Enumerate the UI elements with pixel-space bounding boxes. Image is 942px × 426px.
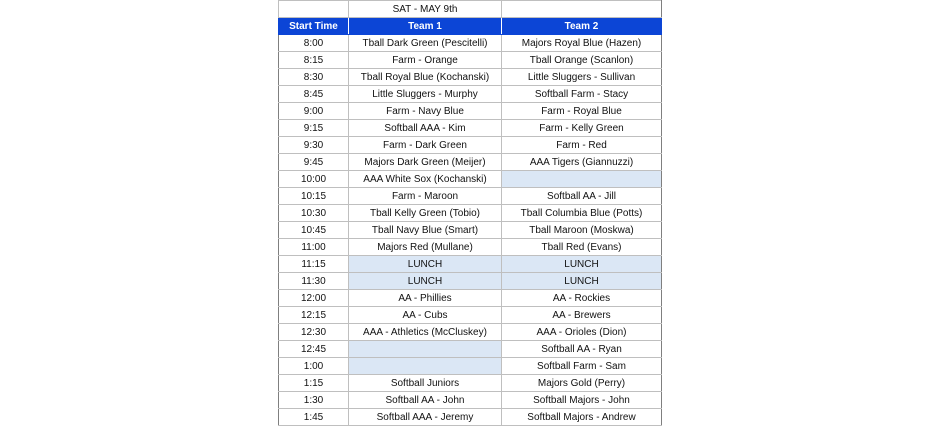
team-2-cell: Majors Royal Blue (Hazen) bbox=[502, 35, 662, 52]
schedule-row bbox=[279, 205, 662, 222]
start-time-cell: 9:45 bbox=[279, 154, 349, 171]
team-2-cell: Softball Majors - John bbox=[502, 392, 662, 409]
team-1-cell: Tball Dark Green (Pescitelli) bbox=[349, 35, 502, 52]
schedule-row bbox=[279, 239, 662, 256]
team-2-cell: AAA - Orioles (Dion) bbox=[502, 324, 662, 341]
team-2-cell bbox=[502, 171, 662, 188]
schedule-row bbox=[279, 188, 662, 205]
schedule-row bbox=[279, 171, 662, 188]
team-2-cell: Majors Gold (Perry) bbox=[502, 375, 662, 392]
date-row-empty-cell bbox=[279, 1, 349, 18]
schedule-row bbox=[279, 69, 662, 86]
schedule-row bbox=[279, 256, 662, 273]
team-1-cell: Little Sluggers - Murphy bbox=[349, 86, 502, 103]
team-1-cell: Tball Royal Blue (Kochanski) bbox=[349, 69, 502, 86]
team-2-cell: LUNCH bbox=[502, 273, 662, 290]
schedule-row bbox=[279, 307, 662, 324]
start-time-cell: 12:30 bbox=[279, 324, 349, 341]
start-time-cell: 12:45 bbox=[279, 341, 349, 358]
team-2-cell: AA - Rockies bbox=[502, 290, 662, 307]
start-time-cell: 8:15 bbox=[279, 52, 349, 69]
start-time-cell: 1:45 bbox=[279, 409, 349, 426]
schedule-row bbox=[279, 222, 662, 239]
schedule-row bbox=[279, 358, 662, 375]
date-row bbox=[279, 1, 662, 18]
start-time-cell: 10:00 bbox=[279, 171, 349, 188]
schedule-row bbox=[279, 273, 662, 290]
start-time-cell: 12:15 bbox=[279, 307, 349, 324]
team-2-cell: AAA Tigers (Giannuzzi) bbox=[502, 154, 662, 171]
date-row-empty-cell-right bbox=[502, 1, 662, 18]
team-1-cell: Softball AAA - Jeremy bbox=[349, 409, 502, 426]
team-2-cell: Little Sluggers - Sullivan bbox=[502, 69, 662, 86]
start-time-cell: 12:00 bbox=[279, 290, 349, 307]
schedule-row bbox=[279, 154, 662, 171]
team-2-cell: Softball Farm - Stacy bbox=[502, 86, 662, 103]
team-1-cell: Farm - Orange bbox=[349, 52, 502, 69]
schedule-row bbox=[279, 35, 662, 52]
header-team-1: Team 1 bbox=[349, 18, 502, 35]
schedule-row bbox=[279, 341, 662, 358]
team-2-cell: Tball Orange (Scanlon) bbox=[502, 52, 662, 69]
team-1-cell bbox=[349, 358, 502, 375]
start-time-cell: 11:15 bbox=[279, 256, 349, 273]
team-2-cell: LUNCH bbox=[502, 256, 662, 273]
team-2-cell: Softball AA - Jill bbox=[502, 188, 662, 205]
team-1-cell: AA - Phillies bbox=[349, 290, 502, 307]
team-1-cell: Softball Juniors bbox=[349, 375, 502, 392]
start-time-cell: 10:30 bbox=[279, 205, 349, 222]
team-1-cell: LUNCH bbox=[349, 256, 502, 273]
team-2-cell: Farm - Royal Blue bbox=[502, 103, 662, 120]
team-1-cell bbox=[349, 341, 502, 358]
team-1-cell: LUNCH bbox=[349, 273, 502, 290]
schedule-sheet bbox=[278, 0, 661, 426]
schedule-row bbox=[279, 324, 662, 341]
team-2-cell: Tball Columbia Blue (Potts) bbox=[502, 205, 662, 222]
header-team-2: Team 2 bbox=[502, 18, 662, 35]
team-1-cell: AAA White Sox (Kochanski) bbox=[349, 171, 502, 188]
team-2-cell: Farm - Kelly Green bbox=[502, 120, 662, 137]
team-2-cell: Tball Maroon (Moskwa) bbox=[502, 222, 662, 239]
team-1-cell: Farm - Navy Blue bbox=[349, 103, 502, 120]
start-time-cell: 11:30 bbox=[279, 273, 349, 290]
team-1-cell: Majors Dark Green (Meijer) bbox=[349, 154, 502, 171]
team-2-cell: Farm - Red bbox=[502, 137, 662, 154]
team-2-cell: AA - Brewers bbox=[502, 307, 662, 324]
team-2-cell: Softball AA - Ryan bbox=[502, 341, 662, 358]
team-1-cell: Softball AAA - Kim bbox=[349, 120, 502, 137]
team-1-cell: Tball Kelly Green (Tobio) bbox=[349, 205, 502, 222]
start-time-cell: 1:15 bbox=[279, 375, 349, 392]
schedule-table bbox=[278, 0, 662, 426]
team-2-cell: Softball Farm - Sam bbox=[502, 358, 662, 375]
start-time-cell: 8:00 bbox=[279, 35, 349, 52]
schedule-row bbox=[279, 103, 662, 120]
schedule-row bbox=[279, 137, 662, 154]
team-1-cell: AAA - Athletics (McCluskey) bbox=[349, 324, 502, 341]
team-2-cell: Softball Majors - Andrew bbox=[502, 409, 662, 426]
schedule-row bbox=[279, 52, 662, 69]
team-1-cell: Softball AA - John bbox=[349, 392, 502, 409]
schedule-row bbox=[279, 375, 662, 392]
schedule-row bbox=[279, 120, 662, 137]
start-time-cell: 8:45 bbox=[279, 86, 349, 103]
start-time-cell: 1:30 bbox=[279, 392, 349, 409]
header-row bbox=[279, 18, 662, 35]
start-time-cell: 10:15 bbox=[279, 188, 349, 205]
team-1-cell: Farm - Dark Green bbox=[349, 137, 502, 154]
start-time-cell: 10:45 bbox=[279, 222, 349, 239]
start-time-cell: 1:00 bbox=[279, 358, 349, 375]
start-time-cell: 11:00 bbox=[279, 239, 349, 256]
team-1-cell: Farm - Maroon bbox=[349, 188, 502, 205]
team-1-cell: Tball Navy Blue (Smart) bbox=[349, 222, 502, 239]
team-1-cell: Majors Red (Mullane) bbox=[349, 239, 502, 256]
start-time-cell: 8:30 bbox=[279, 69, 349, 86]
team-2-cell: Tball Red (Evans) bbox=[502, 239, 662, 256]
schedule-row bbox=[279, 409, 662, 426]
date-label: SAT - MAY 9th bbox=[349, 1, 502, 18]
start-time-cell: 9:15 bbox=[279, 120, 349, 137]
schedule-row bbox=[279, 290, 662, 307]
schedule-row bbox=[279, 86, 662, 103]
start-time-cell: 9:30 bbox=[279, 137, 349, 154]
team-1-cell: AA - Cubs bbox=[349, 307, 502, 324]
header-start-time: Start Time bbox=[279, 18, 349, 35]
start-time-cell: 9:00 bbox=[279, 103, 349, 120]
